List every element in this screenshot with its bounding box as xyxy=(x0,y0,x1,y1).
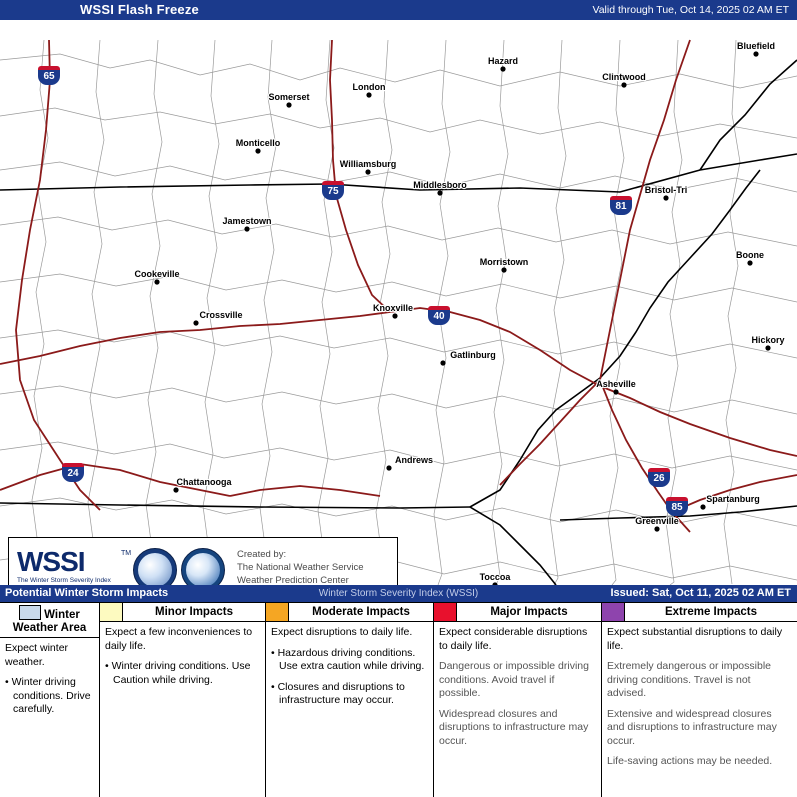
legend-line: Expect a few inconveniences to daily life. xyxy=(105,626,253,652)
created-by-line-2: The National Weather Service xyxy=(237,562,364,573)
city-dot xyxy=(286,102,291,107)
map-canvas[interactable] xyxy=(0,20,797,586)
city-label: Asheville xyxy=(596,379,636,389)
legend-line: Life-saving actions may be needed. xyxy=(607,755,773,767)
nws-seal-inner xyxy=(138,553,172,586)
legend-swatch-minor xyxy=(100,603,123,621)
impacts-header-left: Potential Winter Storm Impacts xyxy=(5,587,169,599)
city-dot xyxy=(501,267,506,272)
legend-body-minor xyxy=(100,622,265,687)
legend-line: Expect disruptions to daily life. xyxy=(271,626,413,638)
city-dot xyxy=(621,82,626,87)
wssi-wordmark: WSSI xyxy=(17,546,85,577)
shield-number: 81 xyxy=(615,201,627,212)
city-dot xyxy=(437,190,442,195)
legend-title-minor: Minor Impacts xyxy=(155,606,233,618)
city-label: Toccoa xyxy=(479,572,511,582)
shield-number: 24 xyxy=(67,468,79,479)
city-label: Middlesboro xyxy=(413,180,467,190)
city-dot xyxy=(440,360,445,365)
city-dot xyxy=(255,148,260,153)
city-label: Hickory xyxy=(751,335,785,345)
city-dot xyxy=(654,526,659,531)
page-title: WSSI Flash Freeze xyxy=(80,2,199,17)
city-label: Jamestown xyxy=(222,216,272,226)
legend-body-winter xyxy=(0,638,99,717)
interstate-shield-40 xyxy=(428,306,450,325)
shield-number: 40 xyxy=(433,311,445,322)
shield-number: 75 xyxy=(327,186,339,197)
city-label: Hazard xyxy=(487,56,519,66)
interstate-shield-85 xyxy=(666,497,688,516)
legend-line: • Hazardous driving conditions. Use extra caution while driving. xyxy=(271,646,425,672)
legend-body-extreme xyxy=(602,622,797,769)
shield-number: 65 xyxy=(43,71,55,82)
city-label: Gatlinburg xyxy=(450,350,496,360)
legend-column-moderate xyxy=(266,603,434,797)
legend-line: • Winter driving conditions. Drive carefully. xyxy=(5,676,91,715)
interstate-shield-81 xyxy=(610,196,632,215)
city-dot xyxy=(365,169,370,174)
city-label: Andrews xyxy=(394,455,434,465)
legend-header-extreme xyxy=(602,603,797,622)
legend-line: • Closures and disruptions to infrastructure may occur. xyxy=(271,680,405,706)
city-dot xyxy=(386,465,391,470)
legend-column-extreme xyxy=(602,603,797,797)
legend-header-minor xyxy=(100,603,265,622)
interstate-shield-24 xyxy=(62,463,84,482)
legend-line: Dangerous or impossible driving conditions. Avoid travel if possible. xyxy=(439,660,589,699)
legend-title-extreme: Extreme Impacts xyxy=(664,606,758,618)
legend-line: Expect considerable disruptions to daily life. xyxy=(439,626,588,652)
city-dot xyxy=(663,195,668,200)
city-label: Bluefield xyxy=(736,41,776,51)
city-label: Chattanooga xyxy=(176,477,232,487)
impacts-header-center: Winter Storm Severity Index (WSSI) xyxy=(318,588,479,599)
legend-line: Expect winter weather. xyxy=(5,642,69,668)
legend-header-major xyxy=(434,603,601,622)
noaa-seal-icon xyxy=(181,548,225,586)
interstate-shield-75 xyxy=(322,181,344,200)
legend-column-major xyxy=(434,603,602,797)
legend-column-winter xyxy=(0,603,100,797)
city-dot xyxy=(753,51,758,56)
interstate-shield-65 xyxy=(38,66,60,85)
legend-swatch-winter xyxy=(19,605,41,620)
city-dot xyxy=(154,279,159,284)
legend-body-moderate xyxy=(266,622,433,708)
shield-number: 85 xyxy=(671,502,683,513)
city-dot xyxy=(244,226,249,231)
noaa-seal-inner xyxy=(186,553,220,586)
legend-title-major: Major Impacts xyxy=(490,606,568,618)
legend-swatch-extreme xyxy=(602,603,625,621)
created-by-line-1: Created by: xyxy=(237,549,287,560)
city-label: London xyxy=(352,82,386,92)
city-label: Somerset xyxy=(268,92,310,102)
legend-header-moderate xyxy=(266,603,433,622)
city-label: Boone xyxy=(736,250,764,260)
legend-line: • Winter driving conditions. Use Caution while driving. xyxy=(105,660,251,686)
title-bar xyxy=(0,0,797,20)
legend-line: Expect substantial disruptions to daily life. xyxy=(607,626,783,652)
legend-line: Widespread closures and disruptions to infrastructure may occur. xyxy=(439,707,589,747)
legend-title-moderate: Moderate Impacts xyxy=(312,606,410,618)
legend-body-major xyxy=(434,622,601,748)
created-by-block xyxy=(237,548,364,586)
city-dot xyxy=(173,487,178,492)
legend-title-winter xyxy=(0,603,99,638)
legend-swatch-moderate xyxy=(266,603,289,621)
shield-number: 26 xyxy=(653,473,665,484)
city-label: Knoxville xyxy=(372,303,414,313)
city-label: Monticello xyxy=(235,138,281,148)
city-label: Bristol-Tri xyxy=(644,185,688,195)
city-label: Cookeville xyxy=(134,269,180,279)
valid-through-text: Valid through Tue, Oct 14, 2025 02 AM ET xyxy=(592,4,789,16)
city-dot xyxy=(765,345,770,350)
city-dot xyxy=(700,504,705,509)
city-label: Spartanburg xyxy=(706,494,760,504)
wssi-subtitle: The Winter Storm Severity Index xyxy=(17,577,111,584)
wssi-trademark: TM xyxy=(121,550,132,557)
wssi-logo-box xyxy=(8,537,398,586)
city-label: Greenville xyxy=(635,516,679,526)
legend-line: Extremely dangerous or impossible driving conditions. Travel is not advised. xyxy=(607,660,771,699)
city-dot xyxy=(747,260,752,265)
impacts-header-issued: Issued: Sat, Oct 11, 2025 02 AM ET xyxy=(610,587,791,599)
legend-swatch-major xyxy=(434,603,457,621)
city-label: Crossville xyxy=(199,310,243,320)
created-by-line-3: Weather Prediction Center xyxy=(237,575,349,586)
city-label: Morristown xyxy=(479,257,529,267)
interstate-shield-26 xyxy=(648,468,670,487)
legend-line: Extensive and widespread closures and disruptions to infrastructure may occur. xyxy=(607,707,777,747)
city-dot xyxy=(193,320,198,325)
legend-title-winter-text: Winter Weather Area xyxy=(12,609,87,634)
city-dot xyxy=(392,313,397,318)
city-label: Clintwood xyxy=(602,72,646,82)
impacts-header-bar xyxy=(0,585,797,602)
impacts-legend xyxy=(0,602,797,797)
city-dot xyxy=(613,389,618,394)
city-dot xyxy=(366,92,371,97)
nws-seal-icon xyxy=(133,548,177,586)
city-label: Williamsburg xyxy=(339,159,397,169)
city-dot xyxy=(500,66,505,71)
legend-column-minor xyxy=(100,603,266,797)
